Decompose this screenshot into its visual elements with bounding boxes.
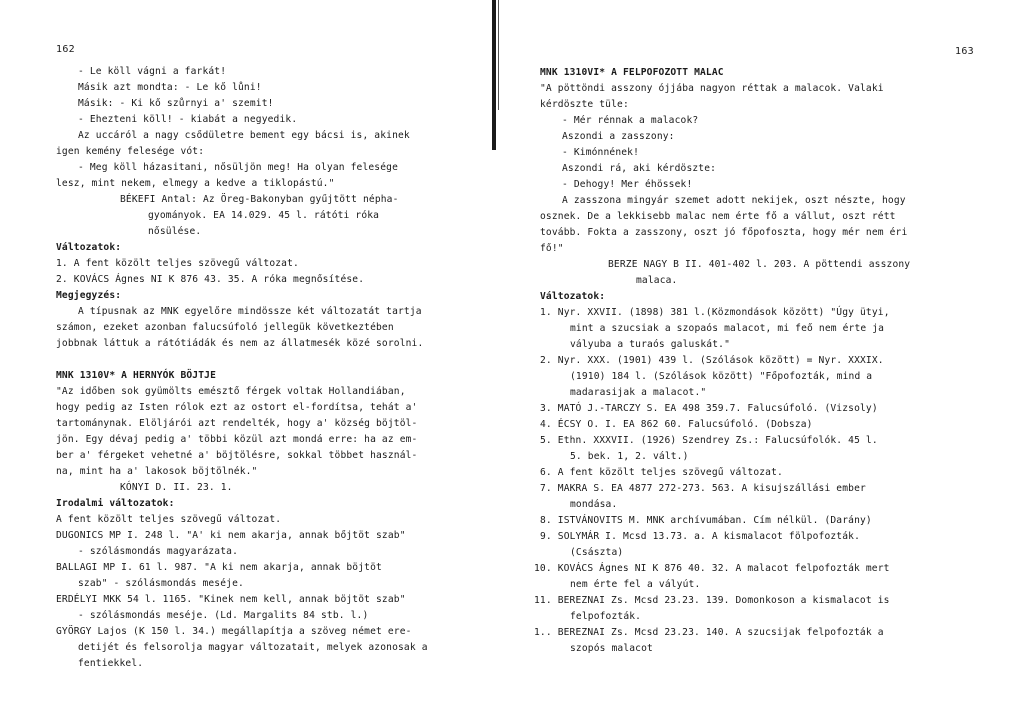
- text-line: A típusnak az MNK egyelőre mindössze két változatát tartja: [78, 306, 422, 317]
- text-line: detijét és felsorolja magyar változatait, melyek azonosak a: [78, 642, 428, 653]
- text-line: Az uccáról a nagy csődületre bement egy bácsi is, akinek: [78, 130, 410, 141]
- text-line: madarasijak a malacot.": [570, 387, 707, 398]
- text-line: ber a' férgeket vehetné a' böjtölésre, sokkal többet használ-: [56, 450, 418, 461]
- text-line: igen kemény felesége vót:: [56, 146, 205, 157]
- text-line: szopós malacot: [570, 643, 653, 654]
- text-line: tovább. Fokta a zasszony, oszt jó főpofoszta, hogy mér nem éri: [540, 227, 908, 238]
- text-line: fentiekkel.: [78, 658, 144, 669]
- text-line: - szólásmondás magyarázata.: [78, 546, 238, 557]
- text-line: - Le köll vágni a farkát!: [78, 66, 227, 77]
- text-line: - Meg köll házasitani, nősüljön meg! Ha olyan felesége: [78, 162, 398, 173]
- text-line: - Dehogy! Mer éhössek!: [562, 179, 693, 190]
- text-line: A zasszona mingyár szemet adott nekijek, oszt nészte, hogy: [562, 195, 906, 206]
- text-line: Változatok:: [56, 242, 122, 253]
- text-line: "Az időben sok gyümölts emésztő férgek voltak Hollandiában,: [56, 386, 406, 397]
- text-line: "A pöttöndi asszony ójjába nagyon réttak a malacok. Valaki: [540, 83, 884, 94]
- text-line: Változatok:: [540, 291, 606, 302]
- text-line: 8. ISTVÁNOVITS M. MNK archívumában. Cím nélkül. (Darány): [540, 515, 872, 526]
- text-line: BALLAGI MP I. 61 l. 987. "A ki nem akarja, annak böjtöt: [56, 562, 382, 573]
- text-line: vályuba a turaós galuskát.": [570, 339, 730, 350]
- text-line: 9. SOLYMÁR I. Mcsd 13.73. a. A kismalacot fölpofozták.: [540, 531, 860, 542]
- text-line: fő!": [540, 243, 564, 254]
- text-line: 7. MAKRA S. EA 4877 272-273. 563. A kisujszállási ember: [540, 483, 866, 494]
- text-line: 2. Nyr. XXX. (1901) 439 l. (Szólások között) = Nyr. XXXIX.: [540, 355, 884, 366]
- text-line: malaca.: [636, 275, 678, 286]
- text-line: GYÖRGY Lajos (K 150 l. 34.) megállapítja a szöveg német ere-: [56, 626, 412, 637]
- text-line: BÉKEFI Antal: Az Öreg-Bakonyban gyűjtött népha-: [120, 194, 399, 205]
- text-line: kérdöszte tüle:: [540, 99, 629, 110]
- text-line: - Ehezteni köll! - kiabát a negyedik.: [78, 114, 298, 125]
- text-line: (Császta): [570, 547, 624, 558]
- text-line: felpofozták.: [570, 611, 642, 622]
- text-line: Másik azt mondta: - Le kő lůni!: [78, 82, 262, 93]
- text-line: nősülése.: [148, 226, 202, 237]
- text-line: jön. Egy dévaj pedig a' többi közül azt mondá erre: ha az em-: [56, 434, 418, 445]
- text-line: 2. KOVÁCS Ágnes NI K 876 43. 35. A róka megnősítése.: [56, 274, 365, 285]
- page-number-right: 163: [955, 46, 974, 57]
- text-line: 5. bek. 1, 2. vált.): [570, 451, 689, 462]
- text-line: Irodalmi változatok:: [56, 498, 175, 509]
- text-line: BERZE NAGY B II. 401-402 l. 203. A pöttendi asszony: [608, 259, 911, 270]
- page-number-left: 162: [56, 44, 75, 55]
- text-line: - szólásmondás meséje. (Ld. Margalits 84 stb. l.): [78, 610, 369, 621]
- text-line: osznek. De a lekkisebb malac nem érte fő a vállut, oszt rétt: [540, 211, 896, 222]
- text-line: számon, ezeket azonban falucsúfoló jellegük következtében: [56, 322, 394, 333]
- text-line: nem érte fel a vályút.: [570, 579, 701, 590]
- text-line: 4. ÉCSY O. I. EA 862 60. Falucsúfoló. (Dobsza): [540, 419, 813, 430]
- text-line: lesz, mint nekem, elmegy a kedve a tiklopástú.": [56, 178, 335, 189]
- text-line: tartománynak. Elöljárói azt rendelték, hogy a' község böjtöl-: [56, 418, 418, 429]
- text-line: Aszondi a zasszony:: [562, 131, 675, 142]
- text-line: 6. A fent közölt teljes szövegű változat.: [540, 467, 783, 478]
- text-line: Megjegyzés:: [56, 290, 122, 301]
- text-line: - Mér rénnak a malacok?: [562, 115, 699, 126]
- text-line: mondása.: [570, 499, 618, 510]
- text-line: 1. A fent közölt teljes szövegű változat.: [56, 258, 299, 269]
- text-line: 1. Nyr. XXVII. (1898) 381 l.(Közmondások között) "Úgy ütyi,: [540, 307, 890, 318]
- text-line: ERDÉLYI MKK 54 l. 1165. "Kinek nem kell, annak böjtöt szab": [56, 594, 406, 605]
- text-line: 10. KOVÁCS Ágnes NI K 876 40. 32. A malacot felpofozták mert: [534, 563, 890, 574]
- text-line: 1.. BEREZNAI Zs. Mcsd 23.23. 140. A szucsijak felpofozták a: [534, 627, 884, 638]
- text-line: szab" - szólásmondás meséje.: [78, 578, 244, 589]
- text-line: KÓNYI D. II. 23. 1.: [120, 482, 233, 493]
- text-line: 11. BEREZNAI Zs. Mcsd 23.23. 139. Domonkoson a kismalacot is: [534, 595, 890, 606]
- text-line: MNK 1310V* A HERNYÓK BÖJTJE: [56, 370, 216, 381]
- text-line: A fent közölt teljes szövegű változat.: [56, 514, 282, 525]
- right-page: [500, 0, 1024, 714]
- left-page: [0, 0, 500, 714]
- text-line: hogy pedig az Isten rólok ezt az ostort el-fordítsa, tehát a': [56, 402, 418, 413]
- text-line: 3. MATÓ J.-TARCZY S. EA 498 359.7. Falucsúfoló. (Vizsoly): [540, 403, 878, 414]
- text-line: DUGONICS MP I. 248 l. "A' ki nem akarja, annak bőjtöt szab": [56, 530, 406, 541]
- text-line: - Kimónnének!: [562, 147, 640, 158]
- text-line: jobbnak láttuk a rátótiádák és nem az állatmesék közé sorolni.: [56, 338, 424, 349]
- text-line: gyományok. EA 14.029. 45 l. rátóti róka: [148, 210, 380, 221]
- text-line: na, mint ha a' lakosok böjtölnék.": [56, 466, 258, 477]
- text-line: mint a szucsiak a szopaós malacot, mi feő nem érte ja: [570, 323, 885, 334]
- text-line: (1910) 184 l. (Szólások között) "Főpofozták, mind a: [570, 371, 873, 382]
- text-line: 5. Ethn. XXXVII. (1926) Szendrey Zs.: Falucsúfolók. 45 l.: [540, 435, 878, 446]
- text-line: Aszondi rá, aki kérdöszte:: [562, 163, 717, 174]
- text-line: Másik: - Ki kő szůrnyi a' szemit!: [78, 98, 274, 109]
- text-line: MNK 1310VI* A FELPOFOZOTT MALAC: [540, 67, 724, 78]
